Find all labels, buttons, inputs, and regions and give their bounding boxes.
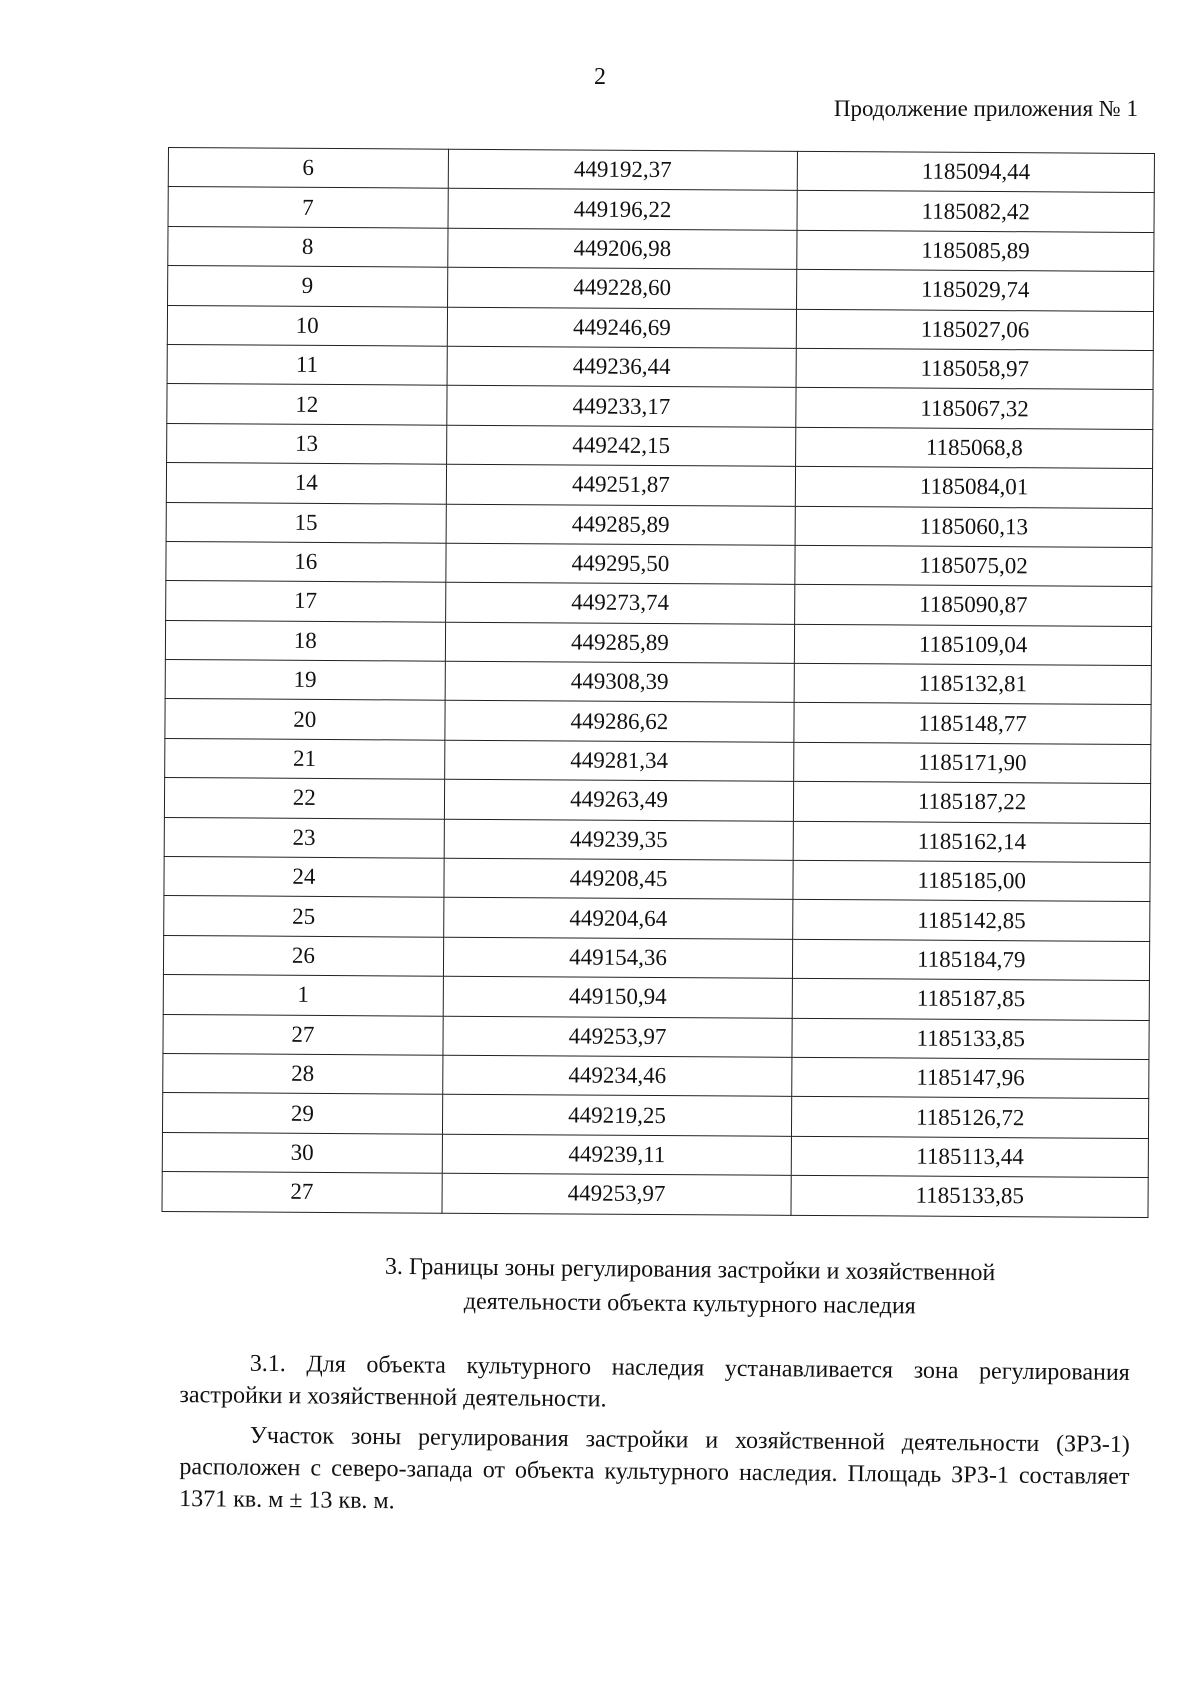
appendix-continuation-label: Продолжение приложения № 1 <box>833 96 1138 121</box>
table-row <box>168 148 1154 193</box>
x-coordinate-cell: 449253,97 <box>443 1016 793 1058</box>
y-coordinate-cell: 1185075,02 <box>795 545 1152 587</box>
x-coordinate-cell: 449242,15 <box>446 425 796 467</box>
table-row <box>163 935 1149 980</box>
point-number-cell: 23 <box>164 817 444 858</box>
y-coordinate-cell: 1185068,8 <box>796 427 1153 469</box>
y-coordinate-cell: 1185058,97 <box>796 348 1153 390</box>
table-row <box>164 896 1150 941</box>
point-number-cell: 14 <box>166 463 446 504</box>
point-number-cell: 6 <box>168 148 448 189</box>
paragraph-indent <box>180 1370 250 1371</box>
point-number-cell: 28 <box>163 1053 443 1094</box>
table-row <box>162 1172 1148 1217</box>
x-coordinate-cell: 449192,37 <box>448 149 798 191</box>
table-row <box>162 1132 1148 1177</box>
point-number-cell: 24 <box>164 857 444 898</box>
x-coordinate-cell: 449253,97 <box>442 1173 792 1215</box>
y-coordinate-cell: 1185187,22 <box>794 782 1151 824</box>
y-coordinate-cell: 1185162,14 <box>793 821 1150 863</box>
y-coordinate-cell: 1185082,42 <box>797 191 1154 233</box>
table-row <box>164 857 1150 902</box>
y-coordinate-cell: 1185132,81 <box>794 663 1151 705</box>
point-number-cell: 18 <box>165 620 445 661</box>
table-row <box>166 502 1152 547</box>
x-coordinate-cell: 449285,89 <box>445 622 795 664</box>
y-coordinate-cell: 1185148,77 <box>794 703 1151 745</box>
point-number-cell: 10 <box>167 305 447 346</box>
y-coordinate-cell: 1185142,85 <box>793 900 1150 942</box>
point-number-cell: 27 <box>163 1014 443 1055</box>
paragraph-3-1 <box>179 1347 1130 1421</box>
section-heading <box>290 1249 1091 1325</box>
y-coordinate-cell: 1185090,87 <box>795 585 1152 627</box>
point-number-cell: 8 <box>168 226 448 267</box>
point-number-cell: 1 <box>163 975 443 1016</box>
point-number-cell: 29 <box>162 1093 442 1134</box>
y-coordinate-cell: 1185133,85 <box>792 1018 1149 1060</box>
point-number-cell: 25 <box>164 896 444 937</box>
table-row <box>168 187 1154 232</box>
x-coordinate-cell: 449154,36 <box>443 937 793 979</box>
y-coordinate-cell: 1185147,96 <box>792 1057 1149 1099</box>
y-coordinate-cell: 1185085,89 <box>797 230 1154 272</box>
page-number: 2 <box>594 64 606 90</box>
table-row <box>162 1093 1148 1138</box>
y-coordinate-cell: 1185187,85 <box>792 979 1149 1021</box>
table-row <box>166 541 1152 586</box>
table-row <box>165 660 1151 705</box>
y-coordinate-cell: 1185184,79 <box>793 939 1150 981</box>
x-coordinate-cell: 449308,39 <box>445 661 795 703</box>
y-coordinate-cell: 1185109,04 <box>795 624 1152 666</box>
x-coordinate-cell: 449285,89 <box>446 504 796 546</box>
point-number-cell: 15 <box>166 502 446 543</box>
table-row <box>166 463 1152 508</box>
point-number-cell: 9 <box>168 266 448 307</box>
x-coordinate-cell: 449228,60 <box>447 267 797 309</box>
x-coordinate-cell: 449286,62 <box>445 701 795 743</box>
x-coordinate-cell: 449204,64 <box>443 898 793 940</box>
x-coordinate-cell: 449150,94 <box>443 976 793 1018</box>
point-number-cell: 16 <box>166 541 446 582</box>
y-coordinate-cell: 1185113,44 <box>792 1136 1149 1178</box>
y-coordinate-cell: 1185126,72 <box>792 1097 1149 1139</box>
coordinates-table <box>161 147 1154 1218</box>
y-coordinate-cell: 1185084,01 <box>796 466 1153 508</box>
point-number-cell: 12 <box>167 384 447 425</box>
table-row <box>165 620 1151 665</box>
y-coordinate-cell: 1185067,32 <box>796 388 1153 430</box>
y-coordinate-cell: 1185027,06 <box>797 309 1154 351</box>
point-number-cell: 21 <box>165 738 445 779</box>
x-coordinate-cell: 449295,50 <box>445 543 795 585</box>
x-coordinate-cell: 449233,17 <box>446 386 796 428</box>
coordinates-table-body <box>162 148 1154 1218</box>
point-number-cell: 26 <box>163 935 443 976</box>
table-row <box>163 1053 1149 1098</box>
table-row <box>167 305 1153 350</box>
x-coordinate-cell: 449196,22 <box>448 189 798 231</box>
paragraph-3-1-text: 3.1. Для объекта культурного наследия устанавливается зона регулирования застройки и хозяйственной деятельности. <box>179 1350 1130 1413</box>
y-coordinate-cell: 1185060,13 <box>795 506 1152 548</box>
paragraph-zrz-area <box>179 1419 1130 1525</box>
table-row <box>165 699 1151 744</box>
table-row <box>167 423 1153 468</box>
section-heading-line-2: деятельности объекта культурного наследия <box>463 1288 916 1320</box>
y-coordinate-cell: 1185094,44 <box>798 151 1155 193</box>
y-coordinate-cell: 1185133,85 <box>791 1175 1148 1217</box>
y-coordinate-cell: 1185171,90 <box>794 742 1151 784</box>
table-row <box>168 266 1154 311</box>
point-number-cell: 19 <box>165 660 445 701</box>
table-row <box>163 1014 1149 1059</box>
x-coordinate-cell: 449239,11 <box>442 1134 792 1176</box>
x-coordinate-cell: 449219,25 <box>442 1095 792 1137</box>
x-coordinate-cell: 449234,46 <box>442 1055 792 1097</box>
x-coordinate-cell: 449206,98 <box>447 228 797 270</box>
table-row <box>164 817 1150 862</box>
x-coordinate-cell: 449263,49 <box>444 779 794 821</box>
x-coordinate-cell: 449251,87 <box>446 464 796 506</box>
table-row <box>167 344 1153 389</box>
table-row <box>167 384 1153 429</box>
x-coordinate-cell: 449236,44 <box>447 346 797 388</box>
y-coordinate-cell: 1185185,00 <box>793 860 1150 902</box>
table-row <box>165 738 1151 783</box>
paragraph-indent <box>180 1442 250 1443</box>
table-row <box>164 778 1150 823</box>
x-coordinate-cell: 449239,35 <box>444 819 794 861</box>
x-coordinate-cell: 449246,69 <box>447 307 797 349</box>
point-number-cell: 22 <box>164 778 444 819</box>
table-row <box>168 226 1154 271</box>
point-number-cell: 11 <box>167 344 447 385</box>
table-row <box>166 581 1152 626</box>
x-coordinate-cell: 449273,74 <box>445 583 795 625</box>
y-coordinate-cell: 1185029,74 <box>797 270 1154 312</box>
x-coordinate-cell: 449281,34 <box>444 740 794 782</box>
point-number-cell: 17 <box>166 581 446 622</box>
point-number-cell: 20 <box>165 699 445 740</box>
point-number-cell: 7 <box>168 187 448 228</box>
point-number-cell: 13 <box>167 423 447 464</box>
point-number-cell: 27 <box>162 1172 442 1213</box>
section-heading-line-1: 3. Границы зоны регулирования застройки и хозяйственной <box>384 1253 996 1287</box>
table-row <box>163 975 1149 1020</box>
paragraph-zrz-area-text: Участок зоны регулирования застройки и хозяйственной деятельности (ЗРЗ-1) расположен с северо-запада от объекта культурного наследия. Площадь ЗРЗ-1 составляет 1371 кв. м ± 13 кв. м. <box>179 1422 1130 1515</box>
point-number-cell: 30 <box>162 1132 442 1173</box>
x-coordinate-cell: 449208,45 <box>444 858 794 900</box>
